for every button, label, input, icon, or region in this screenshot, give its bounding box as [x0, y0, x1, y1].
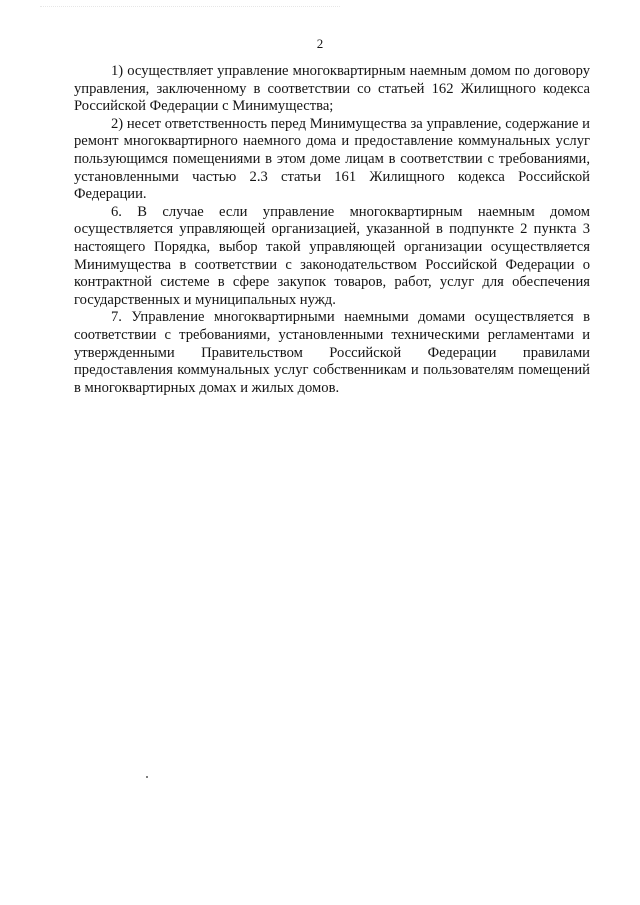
page-number: 2: [316, 36, 324, 51]
scan-speck: [146, 776, 148, 778]
scan-artifact: [40, 6, 340, 10]
document-body: [74, 63, 590, 397]
paragraph-item-6: 6. В случае если управление многоквартирным наемным домом осуществляется управляющей организацией, указанной в подпункте 2 пункта 3 настоящего Порядка, выбор такой управляющей организации осуществляется Минимущества в соответствии с законодательством Российской Федерации о контрактной системе в сфере закупок товаров, работ, услуг для обеспечения государственных и муниципальных нужд.: [74, 203, 590, 308]
paragraph-subitem-1: 1) осуществляет управление многоквартирным наемным домом по договору управления, заключенному в соответствии со статьей 162 Жилищного кодекса Российской Федерации с Минимущества;: [74, 63, 590, 115]
paragraph-subitem-2: 2) несет ответственность перед Минимущества за управление, содержание и ремонт многоквартирного наемного дома и предоставление коммунальных услуг пользующимся помещениями в этом доме лицам в соответствии с требованиями, установленными частью 2.3 статьи 161 Жилищного кодекса Российской Федерации.: [74, 115, 590, 203]
paragraph-item-7: 7. Управление многоквартирными наемными домами осуществляется в соответствии с требованиями, установленными техническими регламентами и утвержденными Правительством Российской Федерации правилами предоставления коммунальных услуг собственникам и пользователям помещений в многоквартирных домах и жилых домов.: [74, 309, 590, 396]
